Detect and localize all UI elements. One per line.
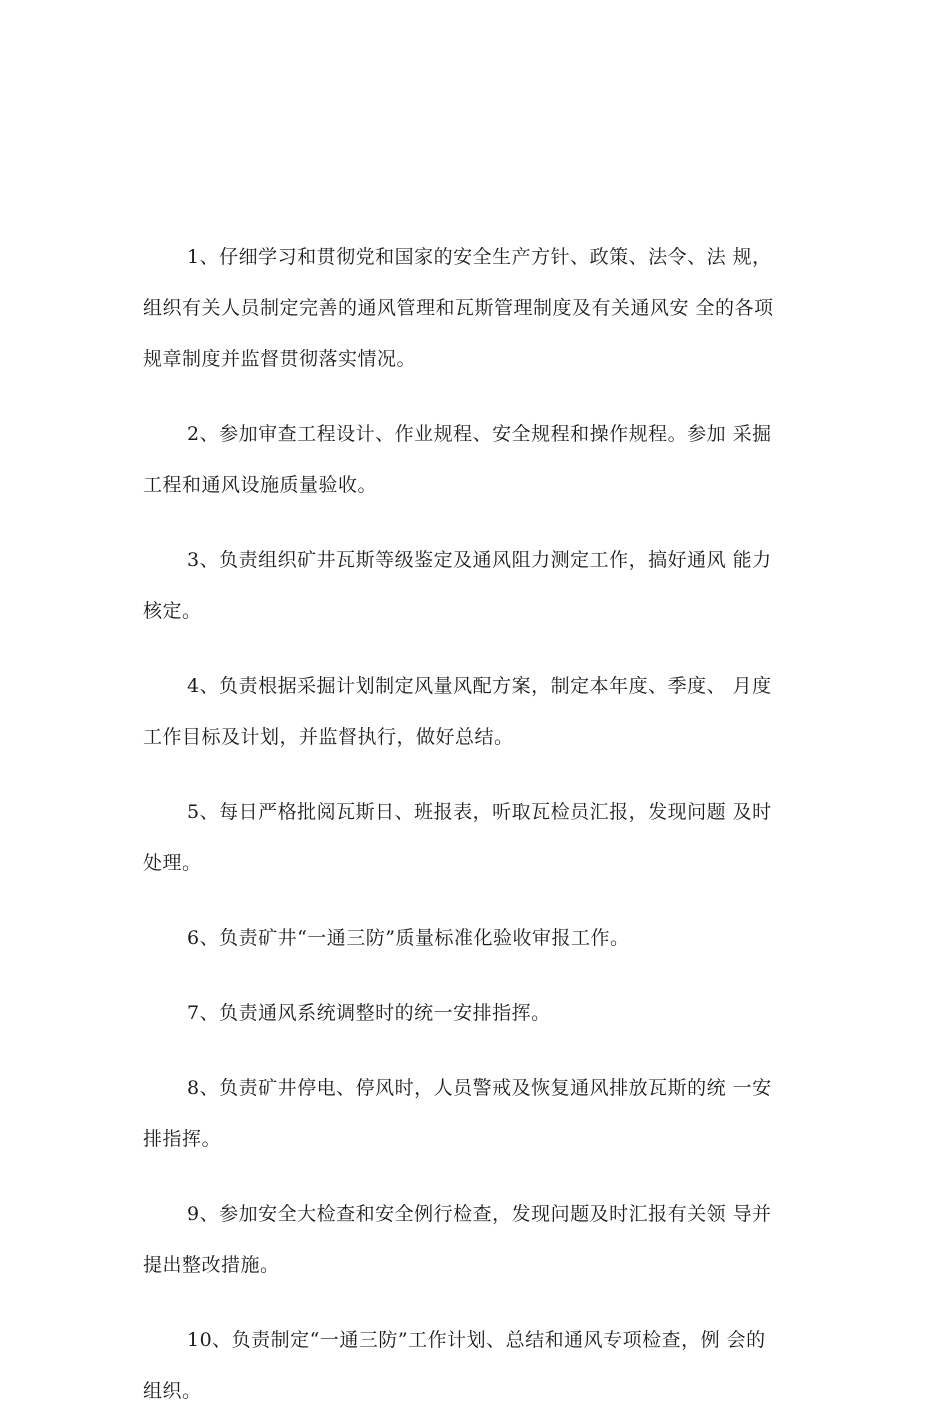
list-item [143,1315,807,1417]
paragraph-line: 排指挥。 [143,1128,222,1150]
paragraph-line: 组织。 [143,1380,202,1402]
paragraph-line: 工作目标及计划，并监督执行，做好总结。 [143,726,514,748]
list-item [143,661,807,763]
paragraph-line: 组织有关人员制定完善的通风管理和瓦斯管理制度及有关通风安 全的各项 [143,297,774,319]
paragraph-line: 4、负责根据采掘计划制定风量风配方案，制定本年度、季度、 月度 [187,675,772,697]
paragraph-line: 7、负责通风系统调整时的统一安排指挥。 [187,1002,551,1024]
paragraph-line: 核定。 [143,600,202,622]
paragraph-line: 5、每日严格批阅瓦斯日、班报表，听取瓦检员汇报，发现问题 及时 [187,801,772,823]
list-item [143,787,807,889]
paragraph-line: 1、仔细学习和贯彻党和国家的安全生产方针、政策、法令、法 规， [187,246,772,268]
paragraph-line: 2、参加审查工程设计、作业规程、安全规程和操作规程。参加 采掘 [187,423,772,445]
list-item [143,988,807,1039]
paragraph-line: 处理。 [143,852,202,874]
paragraph-line: 规章制度并监督贯彻落实情况。 [143,348,417,370]
paragraph-line: 10、负责制定“一通三防”工作计划、总结和通风专项检查，例 会的 [187,1329,766,1351]
paragraph-line: 提出整改措施。 [143,1254,280,1276]
paragraph-line: 3、负责组织矿井瓦斯等级鉴定及通风阻力测定工作，搞好通风 能力 [187,549,772,571]
list-item [143,1189,807,1291]
document-body [143,232,807,1417]
paragraph-line: 工程和通风设施质量验收。 [143,474,378,496]
list-item [143,232,807,385]
list-item [143,1063,807,1165]
list-item [143,409,807,511]
paragraph-line: 8、负责矿井停电、停风时，人员警戒及恢复通风排放瓦斯的统 一安 [187,1077,772,1099]
paragraph-line: 9、参加安全大检查和安全例行检查，发现问题及时汇报有关领 导并 [187,1203,772,1225]
paragraph-line: 6、负责矿井“一通三防”质量标准化验收审报工作。 [187,927,630,949]
list-item [143,913,807,964]
list-item [143,535,807,637]
